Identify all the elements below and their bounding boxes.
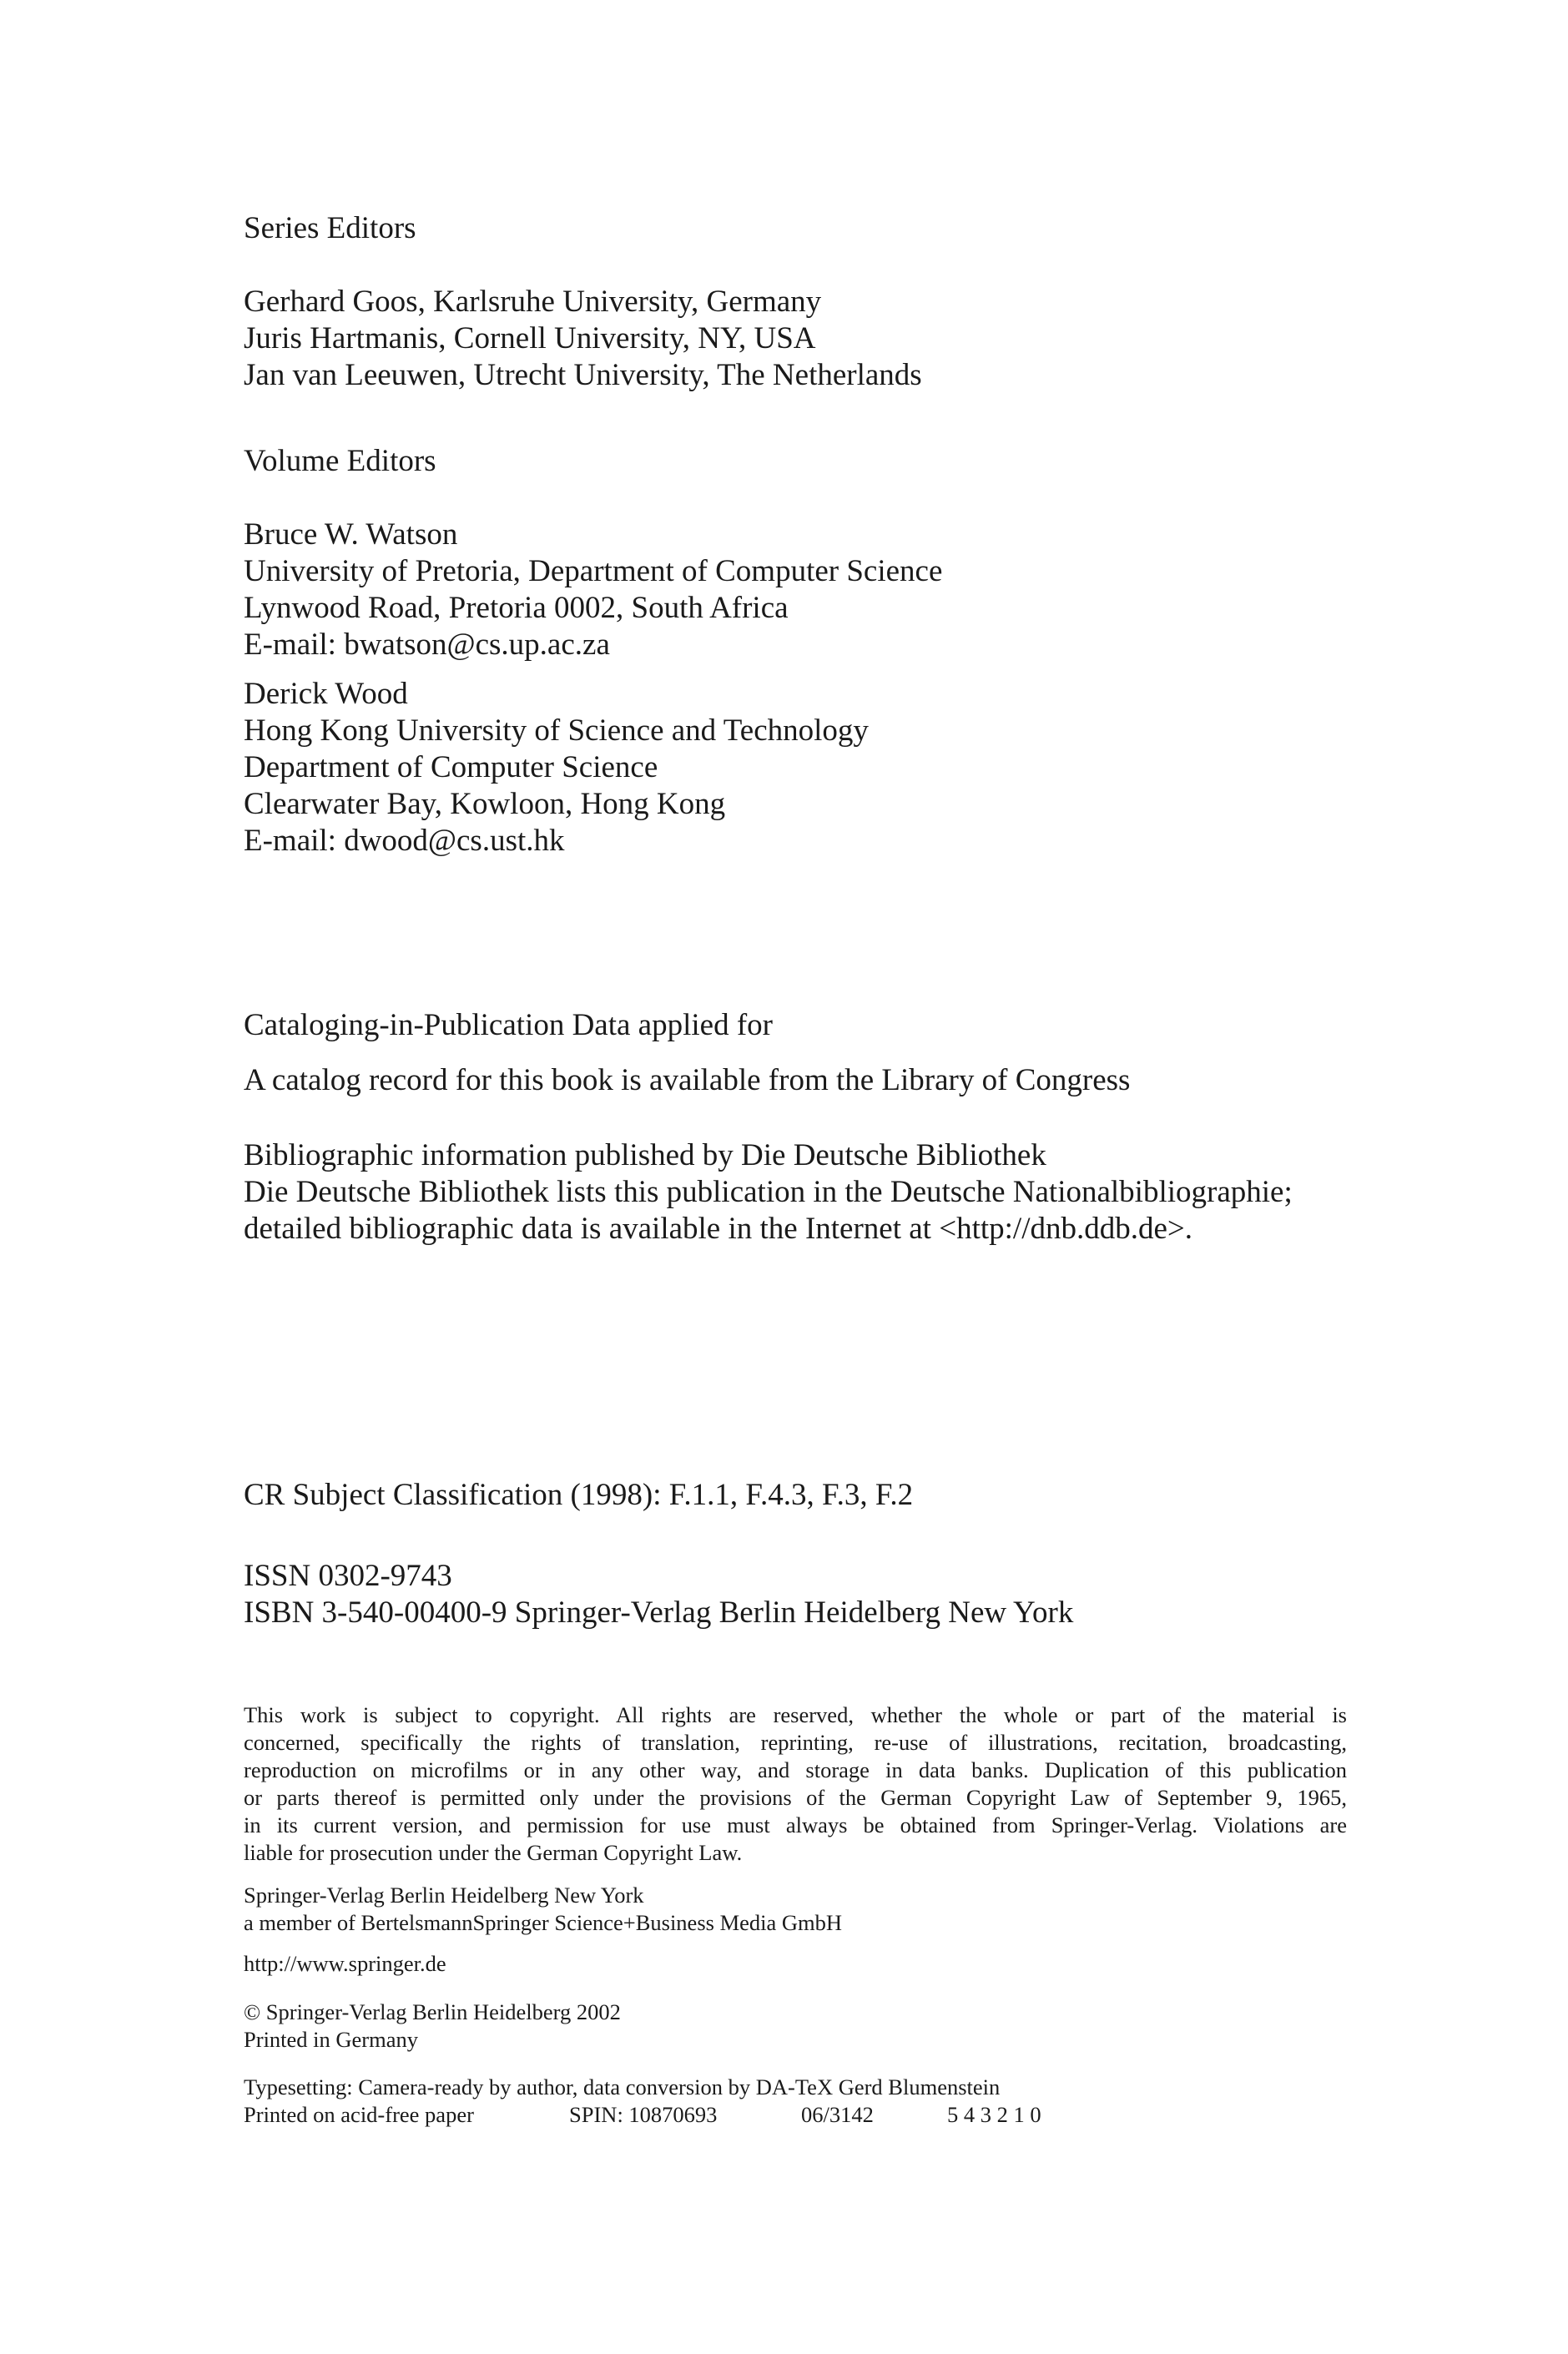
editor-address: Lynwood Road, Pretoria 0002, South Africa xyxy=(244,591,789,625)
series-editor-name: Juris Hartmanis, Cornell University, NY, USA xyxy=(244,321,816,355)
typesetting-line: Typesetting: Camera-ready by author, data conversion by DA-TeX Gerd Blumenstein xyxy=(244,2074,1001,2099)
editor-name: Derick Wood xyxy=(244,677,408,711)
editor-department: Department of Computer Science xyxy=(244,750,658,784)
series-editor-name: Jan van Leeuwen, Utrecht University, The Netherlands xyxy=(244,358,922,392)
notice-line: reproduction on microfilms or in any other way, and storage in data banks. Duplication of this publication xyxy=(244,1757,1347,1782)
biblio-line: Bibliographic information published by Die Deutsche Bibliothek xyxy=(244,1138,1046,1172)
series-editor-name: Gerhard Goos, Karlsruhe University, Germany xyxy=(244,285,822,319)
series-editors-section xyxy=(244,210,1362,247)
publisher-member: a member of BertelsmannSpringer Science+Business Media GmbH xyxy=(244,1910,843,1935)
classification-section xyxy=(244,1477,1362,1514)
printed-in: Printed in Germany xyxy=(244,2027,419,2052)
identifiers-section xyxy=(244,1558,1362,1631)
issn: ISSN 0302-9743 xyxy=(244,1559,452,1593)
isbn: ISBN 3-540-00400-9 Springer-Verlag Berlin Heidelberg New York xyxy=(244,1595,1074,1630)
notice-line: concerned, specifically the rights of translation, reprinting, re-use of illustrations, recitation, broadcasting, xyxy=(244,1730,1347,1755)
catalog-record-line: A catalog record for this book is available from the Library of Congress xyxy=(244,1063,1131,1097)
editor-address: Clearwater Bay, Kowloon, Hong Kong xyxy=(244,787,726,821)
publisher-section xyxy=(244,1882,1362,1937)
biblio-line: Die Deutsche Bibliothek lists this publication in the Deutsche Nationalbibliographie; xyxy=(244,1175,1293,1209)
print-code: 06/3142 xyxy=(801,2102,874,2127)
volume-editors-heading: Volume Editors xyxy=(244,444,436,478)
editor-name: Bruce W. Watson xyxy=(244,517,458,552)
biblio-line: detailed bibliographic data is available in the Internet at <http://dnb.ddb.de>. xyxy=(244,1212,1193,1246)
editor-affiliation: Hong Kong University of Science and Technology xyxy=(244,713,869,748)
copyright-line: © Springer-Verlag Berlin Heidelberg 2002 xyxy=(244,1999,621,2024)
editor-email: E-mail: bwatson@cs.up.ac.za xyxy=(244,628,610,662)
print-run: 5 4 3 2 1 0 xyxy=(947,2102,1041,2127)
volume-editor-2 xyxy=(244,676,1362,859)
series-editors-heading: Series Editors xyxy=(244,211,416,245)
series-editors-list xyxy=(244,284,1362,394)
volume-editors-section xyxy=(244,443,1362,480)
copyright-line-section xyxy=(244,1999,1362,2054)
cataloging-section xyxy=(244,1007,1362,1044)
typesetting-section xyxy=(244,2074,1362,2129)
spin-number: SPIN: 10870693 xyxy=(569,2102,718,2127)
notice-line: This work is subject to copyright. All rights are reserved, whether the whole or part of the material is xyxy=(244,1702,1347,1727)
url-section xyxy=(244,1950,1362,1978)
printing-row xyxy=(244,2101,1362,2129)
volume-editor-1 xyxy=(244,517,1362,663)
notice-line: liable for prosecution under the German Copyright Law. xyxy=(244,1840,743,1865)
copyright-notice xyxy=(244,1701,1347,1867)
notice-line: or parts thereof is permitted only under the provisions of the German Copyright Law of September 9, 1965, xyxy=(244,1785,1347,1810)
notice-line: in its current version, and permission for use must always be obtained from Springer-Verlag. Violations are xyxy=(244,1812,1347,1837)
editor-affiliation: University of Pretoria, Department of Computer Science xyxy=(244,554,943,588)
cr-classification: CR Subject Classification (1998): F.1.1, F.4.3, F.3, F.2 xyxy=(244,1478,914,1512)
publisher-name: Springer-Verlag Berlin Heidelberg New York xyxy=(244,1883,644,1908)
catalog-record xyxy=(244,1062,1362,1099)
cip-data-line: Cataloging-in-Publication Data applied for xyxy=(244,1008,773,1042)
paper-info: Printed on acid-free paper xyxy=(244,2102,474,2127)
publisher-url: http://www.springer.de xyxy=(244,1951,446,1976)
bibliographic-info xyxy=(244,1137,1362,1248)
editor-email: E-mail: dwood@cs.ust.hk xyxy=(244,824,565,858)
